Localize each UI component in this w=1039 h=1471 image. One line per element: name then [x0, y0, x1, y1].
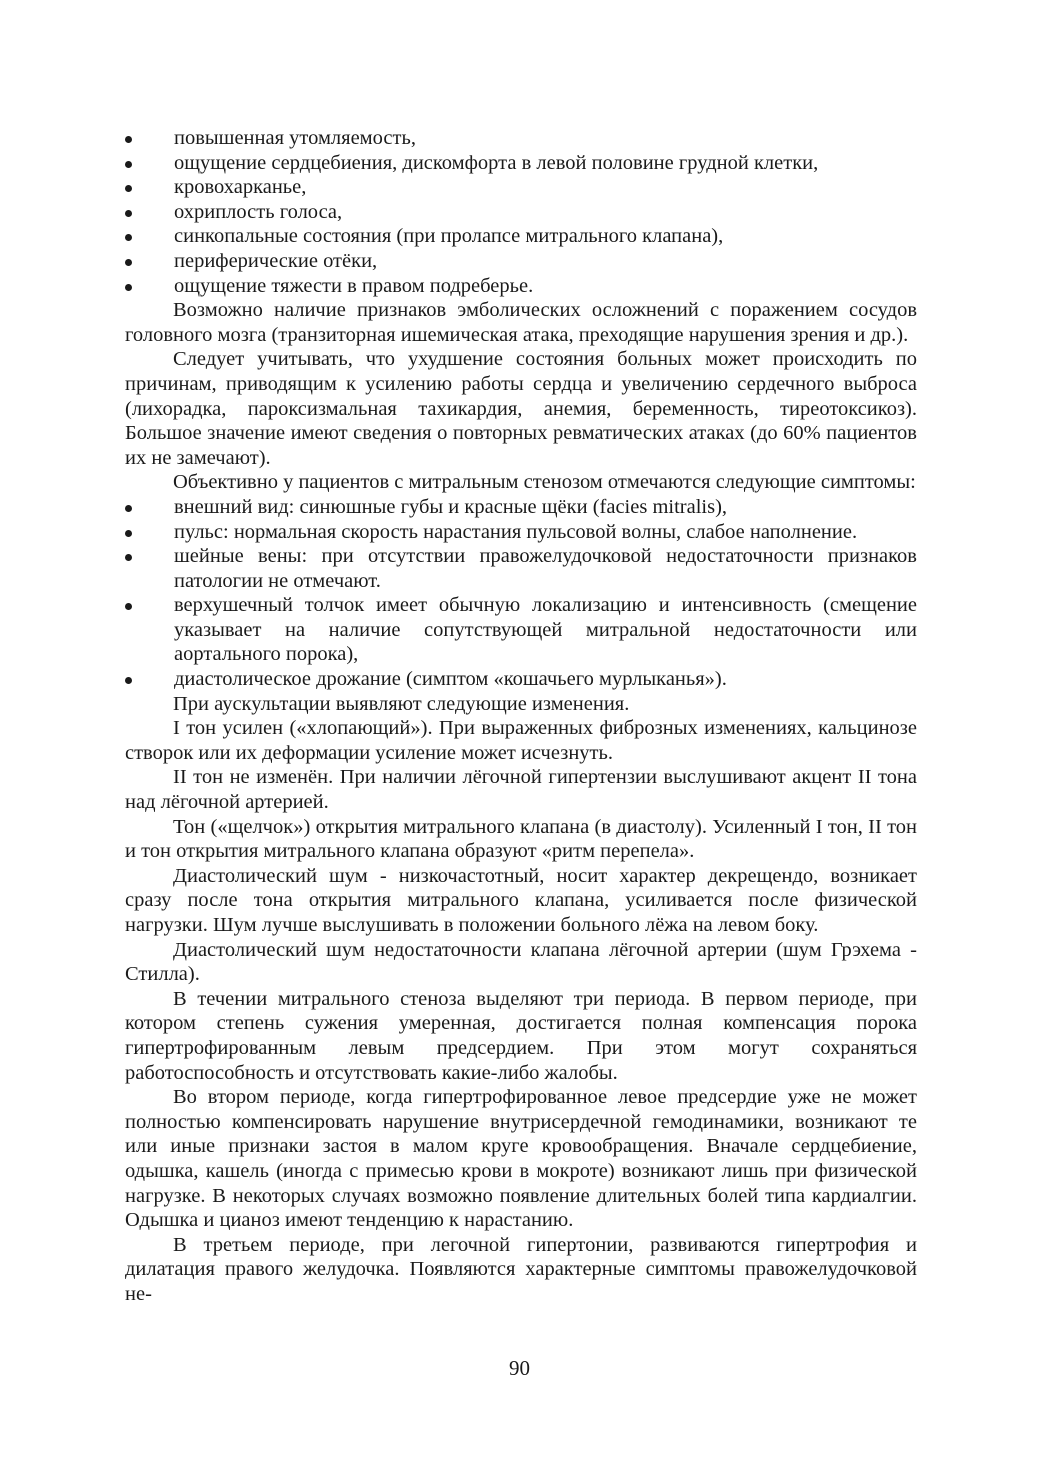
bullet-icon [125, 603, 132, 610]
list-item-text: повышенная утомляемость, [174, 127, 416, 149]
list-item [125, 274, 917, 299]
paragraph-worsening: Следует учитывать, что ухудшение состояния больных может происходить по причинам, приводящим к усилению работы сердца и увеличению сердечного выброса (лихорадка, пароксизмальная тахикардия, анемия, беременность, тиреотоксикоз). Большое значение имеют сведения о повторных ревматических атаках (до 60% пациентов их не замечают). [125, 348, 917, 469]
list-item [125, 151, 917, 176]
paragraph-period-three: В третьем периоде, при легочной гипертонии, развиваются гипертрофия и дилатация правого желудочка. Появляются характерные симптомы правожелудочковой не- [125, 1233, 917, 1305]
bullet-icon [125, 210, 132, 217]
list-item [125, 126, 917, 151]
paragraph-opening-snap: Тон («щелчок») открытия митрального клапана (в диастолу). Усиленный I тон, II тон и тон открытия митрального клапана образуют «ритм перепела». [125, 815, 917, 863]
page-number: 90 [509, 1356, 530, 1380]
paragraph-period-two: Во втором периоде, когда гипертрофированное левое предсердие уже не может полностью компенсировать нарушение внутрисердечной гемодинамики, возникают те или иные признаки застоя в малом круге кровообращения. Вначале сердцебиение, одышка, кашель (иногда с примесью крови в мокроте) возникают лишь при физической нагрузке. В некоторых случаях возможно появление длительных болей типа кардиалгии. Одышка и цианоз имеют тенденцию к нарастанию. [125, 1086, 917, 1232]
paragraph-second-tone: II тон не изменён. При наличии лёгочной гипертензии выслушивают акцент II тона над лёгочной артерией. [125, 766, 917, 814]
list-item [125, 200, 917, 225]
list-item-text: ощущение тяжести в правом подреберье. [174, 274, 534, 297]
list-item [125, 495, 917, 520]
list-item [125, 593, 917, 667]
list-item-text: синкопальные состояния (при пролапсе митрального клапана), [174, 225, 724, 248]
list-item [125, 224, 917, 249]
list-item [125, 520, 917, 545]
list-item-text: внешний вид: синюшные губы и красные щёки (facies mitralis), [174, 495, 728, 518]
list-item [125, 544, 917, 593]
bullet-icon [125, 136, 132, 143]
list-item-text: пульс: нормальная скорость нарастания пульсовой волны, слабое наполнение. [174, 520, 858, 543]
paragraph-auscultation: При аускультации выявляют следующие изменения. [173, 692, 630, 715]
symptoms-list [125, 126, 917, 298]
page-body [125, 126, 917, 1307]
bullet-icon [125, 554, 132, 561]
list-item-text: верхушечный толчок имеет обычную локализацию и интенсивность (смещение указывает на наличие сопутствующей митральной недостаточности или аортального порока), [174, 594, 917, 666]
objective-list [125, 495, 917, 692]
list-item-text: диастолическое дрожание (симптом «кошачьего мурлыканья»). [174, 668, 727, 691]
list-item-text: периферические отёки, [174, 249, 378, 272]
list-item [125, 249, 917, 274]
list-item-text: кровохарканье, [174, 176, 307, 199]
paragraph-embolic: Возможно наличие признаков эмболических осложнений с поражением сосудов головного мозга (транзиторная ишемическая атака, преходящие нарушения зрения и др.). [125, 299, 917, 346]
paragraph-graham-steell: Диастолический шум недостаточности клапана лёгочной артерии (шум Грэхема - Стилла). [125, 938, 917, 986]
paragraph-period-one: В течении митрального стеноза выделяют три периода. В первом периоде, при котором степень сужения умеренная, достигается полная компенсация порока гипертрофированным левым предсердием. При этом могут сохраняться работоспособность и отсутствовать какие-либо жалобы. [125, 987, 917, 1084]
list-item [125, 667, 917, 692]
bullet-icon [125, 185, 132, 192]
list-item [125, 175, 917, 200]
paragraph-first-tone: I тон усилен («хлопающий»). При выраженных фиброзных изменениях, кальцинозе створок или их деформации усиление может исчезнуть. [125, 717, 917, 764]
bullet-icon [125, 505, 132, 512]
paragraph-diastolic-murmur: Диастолический шум - низкочастотный, носит характер декрещендо, возникает сразу после тона открытия митрального клапана, усиливается после физической нагрузки. Шум лучше выслушивать в положении больного лёжа на левом боку. [125, 864, 917, 936]
paragraph-objective: Объективно у пациентов с митральным стенозом отмечаются следующие симптомы: [173, 471, 916, 494]
list-item-text: ощущение сердцебиения, дискомфорта в левой половине грудной клетки, [174, 151, 819, 174]
bullet-icon [125, 677, 132, 684]
bullet-icon [125, 530, 132, 537]
bullet-icon [125, 259, 132, 266]
bullet-icon [125, 284, 132, 291]
bullet-icon [125, 234, 132, 241]
list-item-text: шейные вены: при отсутствии правожелудочковой недостаточности признаков патологии не отмечают. [174, 545, 917, 592]
list-item-text: охриплость голоса, [174, 200, 343, 223]
bullet-icon [125, 161, 132, 168]
